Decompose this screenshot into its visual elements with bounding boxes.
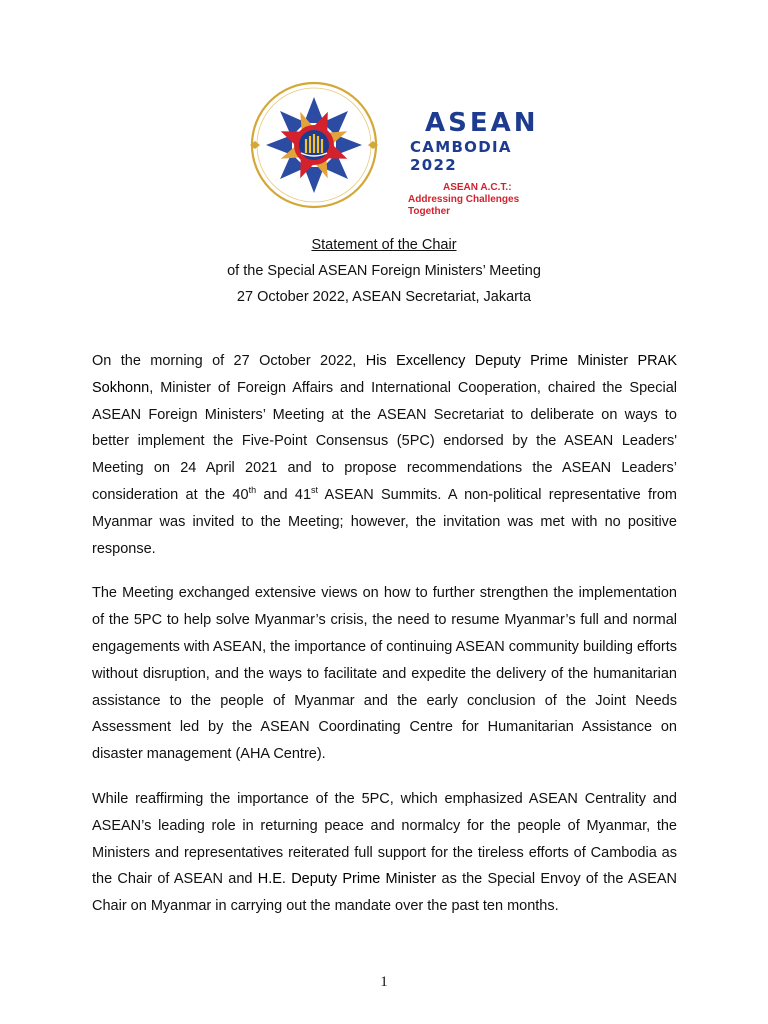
asean-emblem-icon <box>244 80 384 210</box>
paragraph-2: The Meeting exchanged extensive views on how to further strengthen the implementation of the 5PC to help solve Myanmar’s crisis, the need to resume Myanmar’s full and normal engagements with ASEAN, the importance of continuing ASEAN community building efforts without disruption, and the ways to facilitate and expedite the delivery of the humanitarian assistance to the people of Myanmar and the early conclusion of the Joint Needs Assessment led by the ASEAN Coordinating Centre for Humanitarian Assistance on disaster management (AHA Centre). <box>92 585 677 763</box>
para1-highlight-name: His Excellency Deputy Prime Minister PRAK Sokhonn <box>92 353 677 396</box>
title-line-2: of the Special ASEAN Foreign Ministers’ Meeting <box>227 263 541 279</box>
paragraph-1 <box>92 348 677 562</box>
para1-text-3: and 41 <box>256 486 312 503</box>
paragraph-3 <box>92 786 677 920</box>
para1-sup-th: th <box>248 485 257 496</box>
statement-title <box>0 232 768 310</box>
para1-text-1: On the morning of 27 October 2022, <box>92 353 366 369</box>
title-line-1: Statement of the Chair <box>311 237 457 253</box>
para3-highlight-title: H.E. Deputy Prime Minister <box>257 871 437 888</box>
document-body <box>92 348 677 938</box>
para1-text-2: , Minister of Foreign Affairs and International Cooperation, chaired the Special ASEAN Foreign Ministers’ Meeting at the ASEAN Secretariat to deliberate on ways to better implement the Five-Point Consensus (5PC) endorsed by the ASEAN Leaders' Meeting on 24 April 2021 and to propose recommendations the ASEAN Leaders’ consideration at the 40 <box>92 379 677 503</box>
brand-tagline-top: ASEAN A.C.T.: <box>443 182 512 193</box>
title-line-3: 27 October 2022, ASEAN Secretariat, Jakarta <box>236 289 532 305</box>
brand-tagline-bottom: Addressing Challenges Together <box>408 194 520 217</box>
para3-text-2: as the Special Envoy of the ASEAN Chair on Myanmar in carrying out the mandate over the past ten months. <box>92 871 677 915</box>
para3-text-1: While reaffirming the importance of the 5PC, which emphasized ASEAN Centrality and ASEAN’s leading role in returning peace and normalcy for the people of Myanmar, the Ministers and representatives reiterated full support for the tireless efforts of Cambodia as the Chair of ASEAN and <box>92 790 677 888</box>
para1-text-4: ASEAN Summits. A non-political representative from Myanmar was invited to the Meeting; however, the invitation was met with no positive response. <box>92 486 677 557</box>
para1-sup-st: st <box>311 485 319 496</box>
brand-text <box>408 110 558 218</box>
page-number: 1 <box>380 974 388 990</box>
brand-subtitle: CAMBODIA 2022 <box>410 138 512 174</box>
asean-cambodia-logo <box>244 80 564 217</box>
brand-title: ASEAN <box>425 108 539 138</box>
